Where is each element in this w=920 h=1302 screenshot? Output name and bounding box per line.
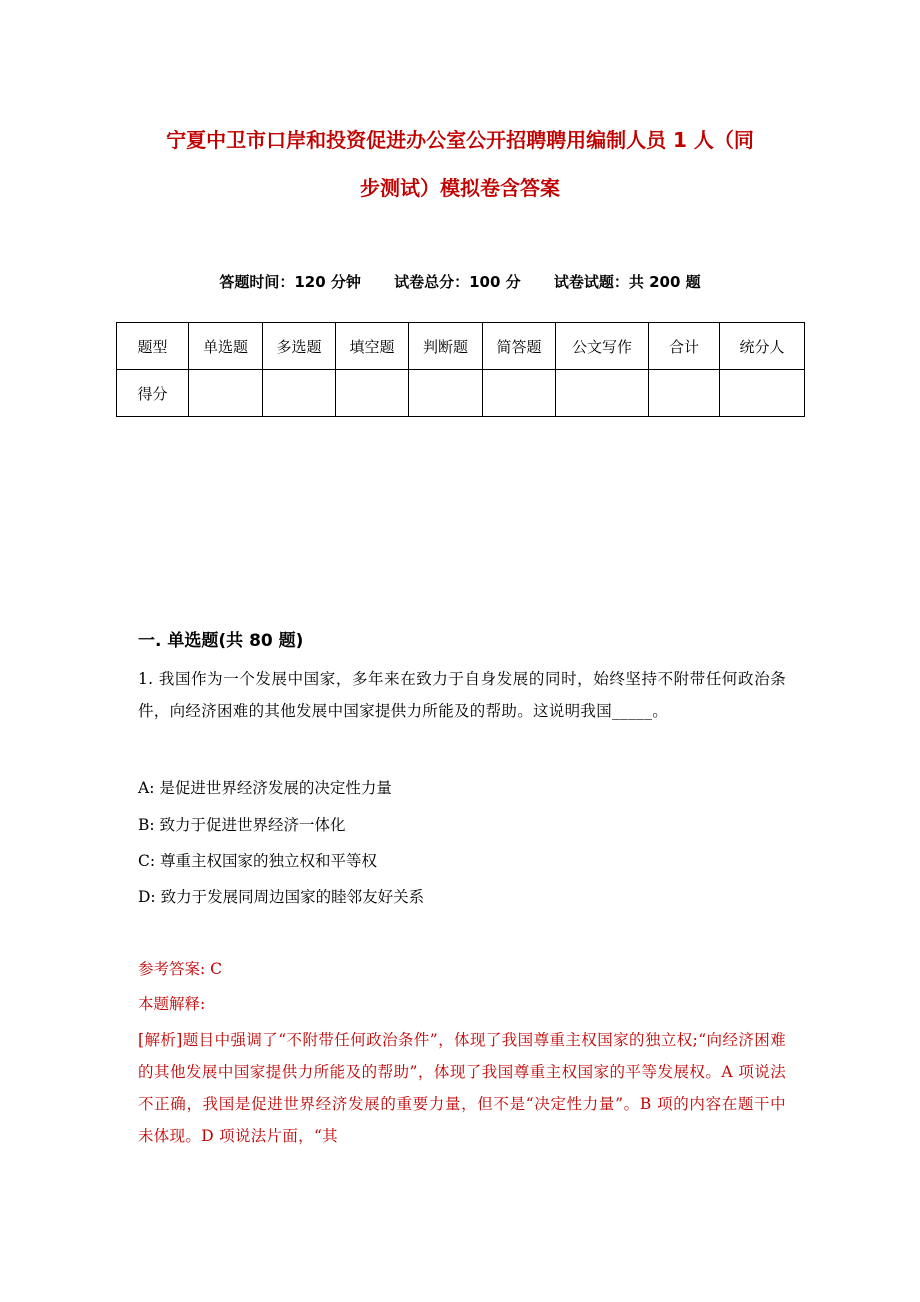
exam-time: 答题时间：120 分钟 xyxy=(219,273,361,291)
score-cell xyxy=(189,370,263,417)
option-a: A: 是促进世界经济发展的决定性力量 xyxy=(138,779,392,797)
score-table-header-cell: 多选题 xyxy=(263,323,336,370)
reference-answer: 参考答案: C xyxy=(138,960,223,978)
score-table-header-cell: 统分人 xyxy=(720,323,805,370)
score-table-header-cell: 单选题 xyxy=(189,323,263,370)
score-cell xyxy=(649,370,720,417)
score-table xyxy=(116,322,805,417)
score-cell xyxy=(556,370,649,417)
explanation-label: 本题解释: xyxy=(138,995,206,1013)
question-stem: 1. 我国作为一个发展中国家，多年来在致力于自身发展的同时，始终坚持不附带任何政治条件，向经济困难的其他发展中国家提供力所能及的帮助。这说明我国_____。 xyxy=(138,670,786,720)
score-table-header-cell: 题型 xyxy=(117,323,189,370)
score-cell xyxy=(263,370,336,417)
option-b: B: 致力于促进世界经济一体化 xyxy=(138,816,346,834)
explanation-text: [解析]题目中强调了“不附带任何政治条件”，体现了我国尊重主权国家的独立权;“向经济困难的其他发展中国家提供力所能及的帮助”，体现了我国尊重主权国家的平等发展权。A 项说法不正确，我国是促进世界经济发展的重要力量，但不是“决定性力量”。B 项的内容在题干中未体现。D 项说法片面，“其 xyxy=(138,1031,786,1145)
score-table-header-cell: 简答题 xyxy=(483,323,556,370)
score-table-header-cell: 判断题 xyxy=(409,323,483,370)
exam-info xyxy=(0,271,920,292)
exam-total-score: 试卷总分：100 分 xyxy=(394,273,521,291)
score-cell xyxy=(483,370,556,417)
score-cell xyxy=(720,370,805,417)
document-title-line-2: 步测试）模拟卷含答案 xyxy=(360,176,560,200)
score-table-header-row xyxy=(117,323,805,370)
score-table-score-row xyxy=(117,370,805,417)
score-cell xyxy=(336,370,409,417)
option-c: C: 尊重主权国家的独立权和平等权 xyxy=(138,852,378,870)
score-row-label: 得分 xyxy=(117,370,189,417)
option-d: D: 致力于发展同周边国家的睦邻友好关系 xyxy=(138,888,425,906)
score-table-header-cell: 合计 xyxy=(649,323,720,370)
score-table-header-cell: 公文写作 xyxy=(556,323,649,370)
document-title-line-1: 宁夏中卫市口岸和投资促进办公室公开招聘聘用编制人员 1 人（同 xyxy=(166,128,754,152)
exam-question-count: 试卷试题：共 200 题 xyxy=(553,273,701,291)
score-cell xyxy=(409,370,483,417)
score-table-header-cell: 填空题 xyxy=(336,323,409,370)
section-title: 一. 单选题(共 80 题) xyxy=(138,631,304,651)
